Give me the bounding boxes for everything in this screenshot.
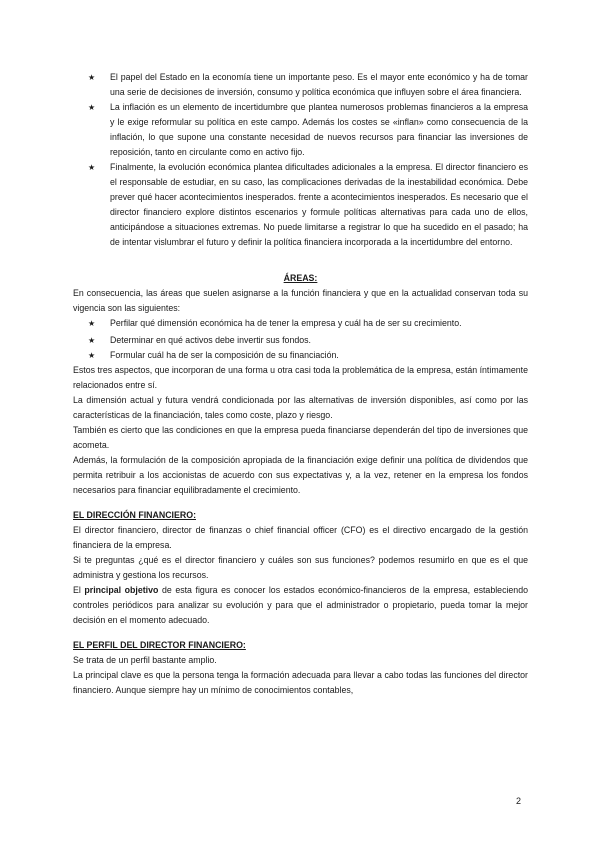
list-item: ★ Finalmente, la evolución económica plantea dificultades adicionales a la empresa. El director financiero es el responsable de estudiar, en su caso, las complicaciones derivadas de la inestabilidad económica. Debe prever qué hacer acontecimientos inesperados. frente a acontecimientos inesperados. Es necesario que el director financiero explore distintos escenarios y formule políticas alternativas para cada uno de ellos, anticipándose a situaciones extremas. No puede limitarse a registrar lo que ha sucedido en el pasado; ha de intentar vislumbrar el futuro y definir la política financiera incorporada a la incertidumbre del entorno. bbox=[88, 162, 528, 247]
areas-heading: ÁREAS: bbox=[283, 273, 318, 283]
perfil-heading: EL PERFIL DEL DIRECTOR FINANCIERO: bbox=[73, 640, 246, 650]
principal-objetivo-emphasis: principal objetivo bbox=[84, 585, 159, 595]
areas-paragraph: Estos tres aspectos, que incorporan de una forma u otra casi toda la problemática de la empresa, están íntimamente relacionados entre sí. bbox=[73, 365, 528, 390]
areas-intro: En consecuencia, las áreas que suelen asignarse a la función financiera y que en la actualidad conservan toda su vigencia son las siguientes: bbox=[73, 288, 528, 313]
director-paragraph: Si te preguntas ¿qué es el director financiero y cuáles son sus funciones? podemos resumirlo en que es el que administra y gestiona los recursos. bbox=[73, 555, 528, 580]
director-paragraph: El director financiero, director de finanzas o chief financial officer (CFO) es el directivo encargado de la gestión financiera de la empresa. bbox=[73, 525, 528, 550]
perfil-paragraph: Se trata de un perfil bastante amplio. bbox=[73, 655, 217, 665]
areas-paragraph: También es cierto que las condiciones en que la empresa pueda financiarse dependerán del tipo de inversiones que acometa. bbox=[73, 425, 528, 450]
list-item: ★ Determinar en qué activos debe invertir sus fondos. bbox=[73, 333, 528, 348]
list-item: ★ Perfilar qué dimensión económica ha de tener la empresa y cuál ha de ser su crecimiento. bbox=[73, 316, 528, 331]
star-bullet-icon: ★ bbox=[88, 319, 96, 328]
perfil-paragraph: La principal clave es que la persona tenga la formación adecuada para llevar a cabo todas las funciones del director financiero. Aunque siempre hay un mínimo de conocimientos contables, bbox=[73, 670, 528, 695]
page-content bbox=[73, 70, 528, 698]
star-bullet-icon: ★ bbox=[88, 163, 96, 172]
areas-paragraph: La dimensión actual y futura vendrá condicionada por las alternativas de inversión disponibles, así como por las características de la financiación, tales como coste, plazo y riesgo. bbox=[73, 395, 528, 420]
star-bullet-icon: ★ bbox=[88, 336, 96, 345]
director-paragraph: El principal objetivo de esta figura es conocer los estados económico-financieros de la empresa, estableciendo controles periódicos para analizar su evolución y para que el administrador o propietario, pueda tomar la mejor decisión en el momento adecuado. bbox=[73, 585, 528, 625]
star-bullet-icon: ★ bbox=[88, 351, 96, 360]
star-bullet-icon: ★ bbox=[88, 73, 96, 82]
areas-bullet-list bbox=[73, 316, 528, 363]
list-item: ★ Formular cuál ha de ser la composición de su financiación. bbox=[73, 348, 528, 363]
star-bullet-icon: ★ bbox=[88, 103, 96, 112]
list-item: ★ El papel del Estado en la economía tiene un importante peso. Es el mayor ente económico y ha de tomar una serie de decisiones de inversión, consumo y política económica que influyen sobre el área financiera. bbox=[88, 72, 528, 97]
top-bullet-list bbox=[73, 70, 528, 250]
areas-paragraph: Además, la formulación de la composición apropiada de la financiación exige definir una política de dividendos que permita retribuir a los accionistas de acuerdo con sus expectativas y, a la vez, retener en la empresa los fondos necesarios para financiar equilibradamente el crecimiento. bbox=[73, 455, 528, 495]
list-item: ★ La inflación es un elemento de incertidumbre que plantea numerosos problemas financieros a la empresa y le exige reformular su política en este campo. Además los costes se «inflan» como consecuencia de la inflación, lo que supone una constante necesidad de nuevos recursos para financiar las inversiones de reposición, tanto en circulante como en activo fijo. bbox=[88, 102, 528, 157]
director-heading: EL DIRECCIÓN FINANCIERO: bbox=[73, 510, 196, 520]
page-number: 2 bbox=[516, 796, 522, 806]
